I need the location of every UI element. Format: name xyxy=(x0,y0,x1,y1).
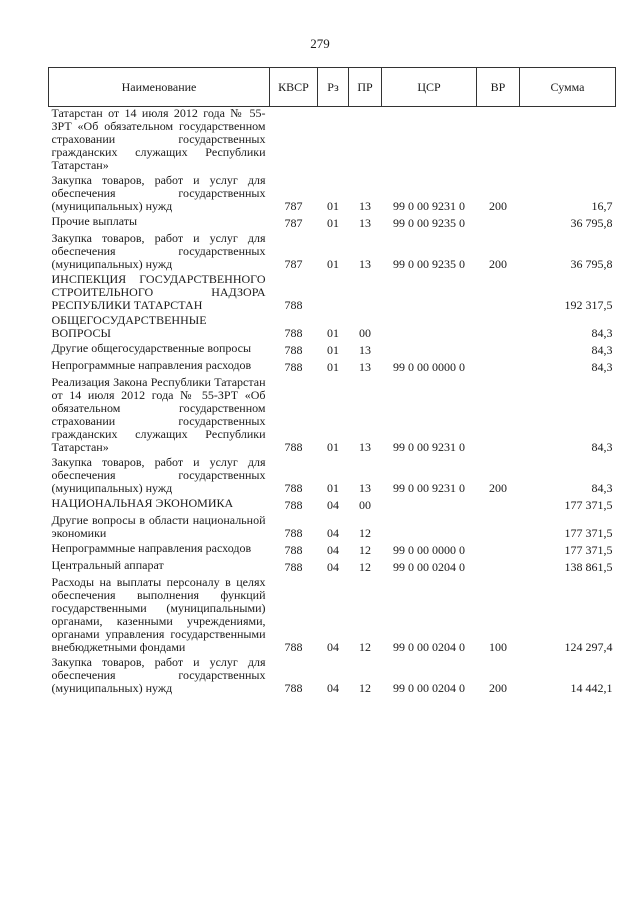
header-sum: Сумма xyxy=(520,68,616,107)
cell-pr: 13 xyxy=(359,440,371,454)
header-kvsr: КВСР xyxy=(270,68,318,107)
cell-kvsr: 788 xyxy=(284,640,303,654)
table-row xyxy=(49,576,616,656)
cell-rz: 01 xyxy=(327,481,339,495)
cell-name: Закупка товаров, работ и услуг для обеспечения государственных (муниципальных) нужд xyxy=(51,455,266,495)
cell-rz: 01 xyxy=(327,326,339,340)
cell-pr: 12 xyxy=(359,543,371,557)
table-row xyxy=(49,559,616,576)
cell-sum: 36 795,8 xyxy=(570,257,613,271)
cell-csr: 99 0 00 9231 0 xyxy=(393,481,465,495)
cell-pr: 13 xyxy=(359,481,371,495)
cell-csr: 99 0 00 0204 0 xyxy=(393,681,465,695)
cell-sum: 192 317,5 xyxy=(564,298,613,312)
cell-csr: 99 0 00 0000 0 xyxy=(393,360,465,374)
cell-name: НАЦИОНАЛЬНАЯ ЭКОНОМИКА xyxy=(51,496,234,510)
cell-pr: 13 xyxy=(359,199,371,213)
cell-rz: 01 xyxy=(327,257,339,271)
cell-rz: 04 xyxy=(327,498,339,512)
cell-csr: 99 0 00 0000 0 xyxy=(393,543,465,557)
cell-csr: 99 0 00 0204 0 xyxy=(393,640,465,654)
cell-name: Закупка товаров, работ и услуг для обеспечения государственных (муниципальных) нужд xyxy=(51,655,266,695)
cell-sum: 177 371,5 xyxy=(564,543,613,557)
cell-pr: 12 xyxy=(359,560,371,574)
cell-vr: 200 xyxy=(489,257,507,271)
cell-vr xyxy=(477,107,520,175)
cell-rz: 04 xyxy=(327,640,339,654)
cell-name: ИНСПЕКЦИЯ ГОСУДАРСТВЕННОГО СТРОИТЕЛЬНОГО НАДЗОРА РЕСПУБЛИКИ ТАТАРСТАН xyxy=(51,272,266,312)
table-row xyxy=(49,232,616,273)
cell-sum: 124 297,4 xyxy=(564,640,613,654)
cell-csr: 99 0 00 9231 0 xyxy=(393,440,465,454)
cell-rz: 01 xyxy=(327,199,339,213)
table-header-row xyxy=(49,68,616,107)
cell-kvsr: 788 xyxy=(284,326,303,340)
table-row xyxy=(49,215,616,232)
table-row xyxy=(49,107,616,175)
cell-rz: 01 xyxy=(327,343,339,357)
cell-rz: 01 xyxy=(327,360,339,374)
cell-rz: 04 xyxy=(327,681,339,695)
table-row xyxy=(49,376,616,456)
cell-vr xyxy=(477,359,520,376)
cell-pr: 12 xyxy=(359,526,371,540)
cell-sum: 36 795,8 xyxy=(570,216,613,230)
cell-sum: 16,7 xyxy=(591,199,613,213)
cell-csr xyxy=(382,497,477,514)
cell-vr xyxy=(477,215,520,232)
cell-name: Закупка товаров, работ и услуг для обеспечения государственных (муниципальных) нужд xyxy=(51,173,266,213)
cell-sum: 84,3 xyxy=(591,440,613,454)
table-row xyxy=(49,273,616,314)
cell-pr: 13 xyxy=(359,257,371,271)
cell-pr: 13 xyxy=(359,216,371,230)
cell-kvsr: 787 xyxy=(284,199,303,213)
cell-kvsr: 788 xyxy=(284,560,303,574)
cell-pr: 13 xyxy=(359,343,371,357)
table-row xyxy=(49,314,616,342)
cell-kvsr: 788 xyxy=(284,360,303,374)
cell-rz xyxy=(318,107,349,175)
cell-csr: 99 0 00 9235 0 xyxy=(393,216,465,230)
cell-vr xyxy=(477,514,520,542)
cell-rz xyxy=(318,273,349,314)
cell-rz: 01 xyxy=(327,440,339,454)
table-row xyxy=(49,174,616,215)
cell-vr: 200 xyxy=(489,199,507,213)
cell-kvsr: 788 xyxy=(284,298,303,312)
cell-sum: 138 861,5 xyxy=(564,560,613,574)
cell-csr xyxy=(382,107,477,175)
table-row xyxy=(49,342,616,359)
table-body xyxy=(49,107,616,698)
cell-name: Центральный аппарат xyxy=(51,558,164,572)
cell-csr xyxy=(382,342,477,359)
cell-rz: 04 xyxy=(327,560,339,574)
cell-kvsr: 787 xyxy=(284,257,303,271)
cell-pr: 12 xyxy=(359,640,371,654)
header-pr: ПР xyxy=(349,68,382,107)
cell-name: Реализация Закона Республики Татарстан от 14 июля 2012 года № 55-ЗРТ «Об обязательном государственном страховании государственных гражданских служащих Республики Татарстан» xyxy=(51,375,266,454)
table-row xyxy=(49,514,616,542)
cell-kvsr: 788 xyxy=(284,481,303,495)
cell-sum xyxy=(520,107,616,175)
cell-kvsr: 788 xyxy=(284,498,303,512)
page-number: 279 xyxy=(310,36,330,51)
cell-name: Прочие выплаты xyxy=(51,214,138,228)
cell-kvsr xyxy=(270,107,318,175)
cell-vr xyxy=(477,559,520,576)
cell-kvsr: 788 xyxy=(284,343,303,357)
cell-vr xyxy=(477,542,520,559)
cell-vr: 200 xyxy=(489,681,507,695)
header-rz: Рз xyxy=(318,68,349,107)
table-row xyxy=(49,359,616,376)
cell-name: Другие общегосударственные вопросы xyxy=(51,341,252,355)
cell-csr xyxy=(382,514,477,542)
cell-name: Расходы на выплаты персоналу в целях обеспечения выполнения функций государственными (муниципальными) органами, казенными учреждениями, органами управления государственными внебюджетными фондами xyxy=(51,575,266,654)
cell-csr xyxy=(382,314,477,342)
header-name: Наименование xyxy=(49,68,270,107)
cell-vr xyxy=(477,273,520,314)
cell-pr xyxy=(349,107,382,175)
cell-vr xyxy=(477,376,520,456)
cell-kvsr: 787 xyxy=(284,216,303,230)
cell-pr: 00 xyxy=(359,498,371,512)
cell-pr: 12 xyxy=(359,681,371,695)
cell-vr: 100 xyxy=(489,640,507,654)
cell-sum: 177 371,5 xyxy=(564,526,613,540)
table-row xyxy=(49,497,616,514)
cell-kvsr: 788 xyxy=(284,681,303,695)
cell-rz: 01 xyxy=(327,216,339,230)
cell-name: Другие вопросы в области национальной экономики xyxy=(51,513,266,540)
cell-name: Непрограммные направления расходов xyxy=(51,358,252,372)
cell-kvsr: 788 xyxy=(284,526,303,540)
cell-sum: 84,3 xyxy=(591,360,613,374)
cell-pr xyxy=(349,273,382,314)
cell-rz: 04 xyxy=(327,543,339,557)
cell-sum: 84,3 xyxy=(591,343,613,357)
budget-table xyxy=(48,67,616,697)
cell-csr xyxy=(382,273,477,314)
cell-pr: 00 xyxy=(359,326,371,340)
cell-csr: 99 0 00 9231 0 xyxy=(393,199,465,213)
cell-name: Закупка товаров, работ и услуг для обеспечения государственных (муниципальных) нужд xyxy=(51,231,266,271)
cell-csr: 99 0 00 0204 0 xyxy=(393,560,465,574)
cell-csr: 99 0 00 9235 0 xyxy=(393,257,465,271)
cell-vr xyxy=(477,342,520,359)
cell-sum: 84,3 xyxy=(591,481,613,495)
cell-sum: 177 371,5 xyxy=(564,498,613,512)
cell-sum: 84,3 xyxy=(591,326,613,340)
cell-name: Татарстан от 14 июля 2012 года № 55-ЗРТ «Об обязательном государственном страховании государственных гражданских служащих Республики Татарстан» xyxy=(51,106,266,172)
cell-rz: 04 xyxy=(327,526,339,540)
cell-name: ОБЩЕГОСУДАРСТВЕННЫЕ ВОПРОСЫ xyxy=(51,313,207,340)
cell-vr: 200 xyxy=(489,481,507,495)
cell-kvsr: 788 xyxy=(284,440,303,454)
cell-sum: 14 442,1 xyxy=(570,681,613,695)
table-row xyxy=(49,542,616,559)
cell-vr xyxy=(477,314,520,342)
cell-pr: 13 xyxy=(359,360,371,374)
table-row xyxy=(49,456,616,497)
header-vr: ВР xyxy=(477,68,520,107)
table-row xyxy=(49,656,616,697)
cell-name: Непрограммные направления расходов xyxy=(51,541,252,555)
cell-kvsr: 788 xyxy=(284,543,303,557)
header-csr: ЦСР xyxy=(382,68,477,107)
cell-vr xyxy=(477,497,520,514)
